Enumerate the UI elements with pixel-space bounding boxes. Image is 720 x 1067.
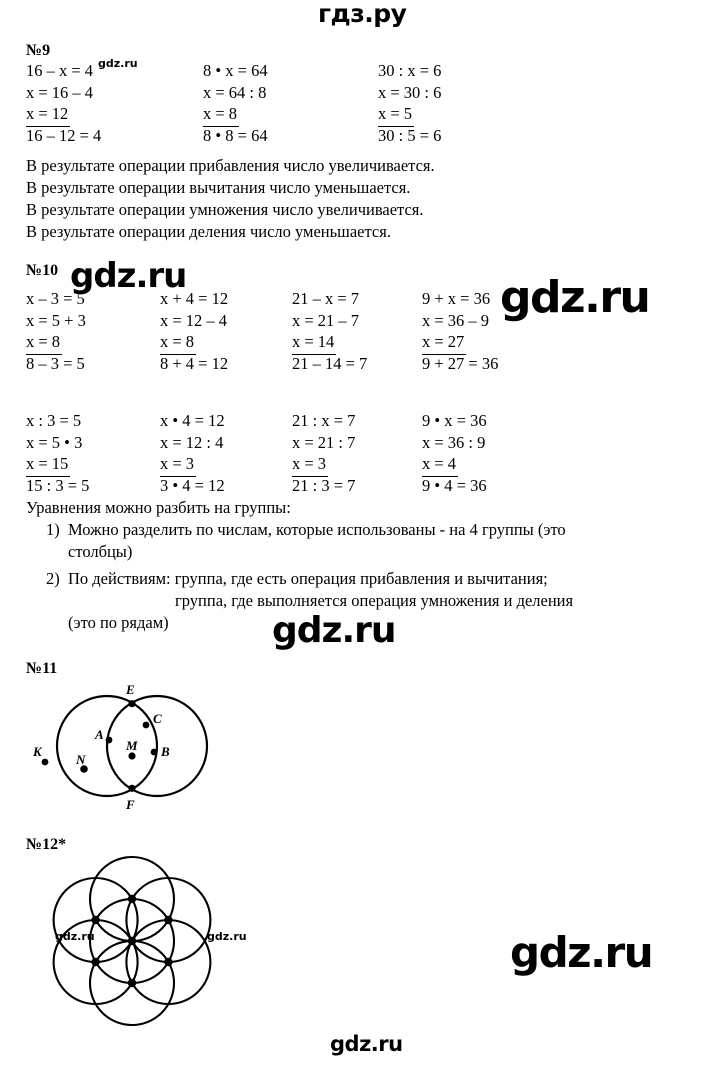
equation-solution: x = 5 [378, 104, 414, 127]
equation-line [26, 331, 86, 353]
equation-line [422, 453, 487, 475]
equation-line [203, 125, 268, 147]
flower-node-top [128, 895, 136, 903]
equation-line [203, 103, 268, 125]
equation-step: 21 : x = 7 [292, 411, 356, 430]
equation-line [422, 310, 498, 332]
equation-line [26, 310, 86, 332]
equation-line [26, 103, 101, 125]
equation-line [292, 475, 355, 497]
task9-conclusion-1: В результате операции прибавления число увеличивается. [26, 156, 435, 175]
task9-conclusion-3: В результате операции умножения число увеличивается. [26, 200, 424, 219]
equation-line [26, 353, 86, 375]
flower-node-dots [91, 895, 172, 987]
watermark-footer: gdz.ru [330, 1032, 403, 1056]
task9-column-2 [203, 60, 268, 146]
equation-step: 30 : 5 = 6 [378, 125, 442, 145]
task10-answer-item-1-marker: 1) [46, 520, 60, 539]
point-label-F: F [126, 797, 135, 812]
point-C-dot [143, 722, 150, 729]
task10-b2-column-3 [292, 410, 355, 496]
point-A-dot [106, 737, 113, 744]
task10-b2-column-2 [160, 410, 225, 496]
equation-step: 9 + x = 36 [422, 289, 491, 308]
equation-step: 8 – 3 = 5 [26, 353, 85, 373]
task10-answer-item-2-line2: группа, где выполняется операция умножения и деления [175, 591, 574, 610]
equation-solution: x = 3 [160, 454, 196, 477]
task10-answer-intro: Уравнения можно разбить на группы: [26, 498, 291, 517]
equation-step: x = 12 : 4 [160, 432, 224, 452]
task9-conclusion-2: В результате операции вычитания число уменьшается. [26, 178, 411, 197]
task11-figure [20, 676, 240, 821]
task10-b2-column-4 [422, 410, 487, 496]
task10-b1-column-1 [26, 288, 86, 374]
equation-step: 16 – x = 4 [26, 61, 94, 80]
flower-node-center [128, 937, 136, 945]
equation-step: 9 + 27 = 36 [422, 353, 499, 373]
equation-line [26, 82, 101, 104]
equation-line [160, 353, 228, 375]
point-label-N: N [76, 752, 86, 767]
equation-line [422, 288, 498, 310]
equation-line [160, 475, 225, 497]
equation-solution: x = 12 [26, 104, 70, 127]
equation-step: 21 : 3 = 7 [292, 475, 356, 495]
equation-step: 3 • 4 = 12 [160, 475, 225, 495]
equation-line [203, 60, 268, 82]
equation-line [378, 82, 441, 104]
site-header-watermark: гдз.ру [318, 0, 407, 28]
equation-step: 9 • x = 36 [422, 411, 487, 430]
equation-step: 15 : 3 = 5 [26, 475, 90, 495]
task-number-9: №9 [26, 42, 51, 59]
equation-step: 16 – 12 = 4 [26, 125, 102, 145]
equation-line [26, 410, 89, 432]
point-F-dot [128, 785, 135, 792]
equation-line [292, 410, 355, 432]
equation-solution: x = 15 [26, 454, 70, 477]
task9-column-3 [378, 60, 441, 146]
equation-step: 8 + 4 = 12 [160, 353, 229, 373]
equation-solution: x = 14 [292, 332, 336, 355]
equation-step: x = 36 : 9 [422, 432, 486, 452]
equation-line [422, 410, 487, 432]
equation-solution: x = 8 [203, 104, 239, 127]
equation-step: x = 36 – 9 [422, 310, 490, 330]
equation-step: x • 4 = 12 [160, 411, 225, 430]
equation-line [378, 125, 441, 147]
flower-node-upper-right [164, 916, 172, 924]
equation-line [292, 288, 367, 310]
task-number-10: №10 [26, 262, 59, 279]
task10-b1-column-2 [160, 288, 228, 374]
task10-b1-column-3 [292, 288, 367, 374]
equation-line [160, 310, 228, 332]
equation-step: 8 • x = 64 [203, 61, 268, 80]
equation-step: x + 4 = 12 [160, 289, 229, 308]
equation-step: x = 30 : 6 [378, 82, 442, 102]
equation-solution: x = 8 [160, 332, 196, 355]
flower-node-lower-right [164, 958, 172, 966]
task10-answer-item-2-marker: 2) [46, 569, 60, 588]
equation-line [26, 60, 101, 82]
equation-step: x : 3 = 5 [26, 411, 82, 430]
equation-step: 9 • 4 = 36 [422, 475, 487, 495]
equation-step: 21 – 14 = 7 [292, 353, 368, 373]
equation-line [160, 453, 225, 475]
watermark-large-task10: gdz.ru [70, 256, 187, 296]
task10-answer-item-2-line3: (это по рядам) [68, 613, 169, 632]
equation-step: x = 21 : 7 [292, 432, 356, 452]
equation-line [422, 432, 487, 454]
watermark-small-figure-left: gdz.ru [55, 930, 95, 943]
equation-step: 30 : x = 6 [378, 61, 442, 80]
equation-line [292, 353, 367, 375]
equation-line [422, 331, 498, 353]
equation-line [378, 103, 441, 125]
equation-solution: x = 4 [422, 454, 458, 477]
equation-step: x = 12 – 4 [160, 310, 228, 330]
flower-node-upper-left [91, 916, 99, 924]
equation-step: 21 – x = 7 [292, 289, 360, 308]
equation-line [422, 353, 498, 375]
equation-line [378, 60, 441, 82]
task10-answer-item-1-line2: столбцы) [68, 542, 133, 561]
equation-line [292, 432, 355, 454]
equation-step: x = 21 – 7 [292, 310, 360, 330]
watermark-small-figure-right: gdz.ru [207, 930, 247, 943]
point-label-E: E [126, 682, 135, 697]
equation-solution: x = 3 [292, 454, 328, 477]
equation-line [160, 410, 225, 432]
point-label-B: B [161, 744, 170, 759]
point-K-dot [42, 759, 49, 766]
point-E-dot [128, 700, 135, 707]
equation-line [26, 432, 89, 454]
point-label-A: A [95, 727, 104, 742]
equation-line [26, 453, 89, 475]
equation-line [422, 475, 487, 497]
watermark-large-task10-right: gdz.ru [500, 272, 650, 323]
watermark-large-middle: gdz.ru [272, 610, 396, 651]
flower-node-bottom [128, 979, 136, 987]
equation-step: x = 16 – 4 [26, 82, 94, 102]
equation-step: x = 64 : 8 [203, 82, 267, 102]
equation-line [26, 475, 89, 497]
equation-solution: x = 8 [26, 332, 62, 355]
equation-step: x = 5 + 3 [26, 310, 86, 330]
equation-line [160, 331, 228, 353]
task10-b2-column-1 [26, 410, 89, 496]
task10-answer-item-1-line1: Можно разделить по числам, которые использованы - на 4 группы (это [68, 520, 566, 539]
point-label-C: C [153, 711, 162, 726]
watermark-small-task9: gdz.ru [98, 57, 138, 70]
equation-solution: x = 27 [422, 332, 466, 355]
equation-step: x – 3 = 5 [26, 289, 85, 308]
watermark-large-bottom: gdz.ru [510, 928, 653, 977]
equation-step: 8 • 8 = 64 [203, 125, 268, 145]
task9-conclusion-4: В результате операции деления число уменьшается. [26, 222, 391, 241]
point-label-K: K [33, 744, 42, 759]
flower-node-lower-left [91, 958, 99, 966]
equation-line [203, 82, 268, 104]
equation-step: x = 5 • 3 [26, 432, 83, 452]
task10-answer-item-2-line1: По действиям: группа, где есть операция прибавления и вычитания; [68, 569, 548, 588]
point-B-dot [151, 749, 158, 756]
equation-line [160, 432, 225, 454]
task9-column-1 [26, 60, 101, 146]
point-label-M: M [126, 738, 138, 753]
equation-line [26, 125, 101, 147]
equation-line [292, 453, 355, 475]
equation-line [292, 331, 367, 353]
equation-line [292, 310, 367, 332]
point-M-dot [128, 752, 135, 759]
task-number-12: №12* [26, 836, 67, 853]
task10-b1-column-4 [422, 288, 498, 374]
task-number-11: №11 [26, 660, 58, 677]
